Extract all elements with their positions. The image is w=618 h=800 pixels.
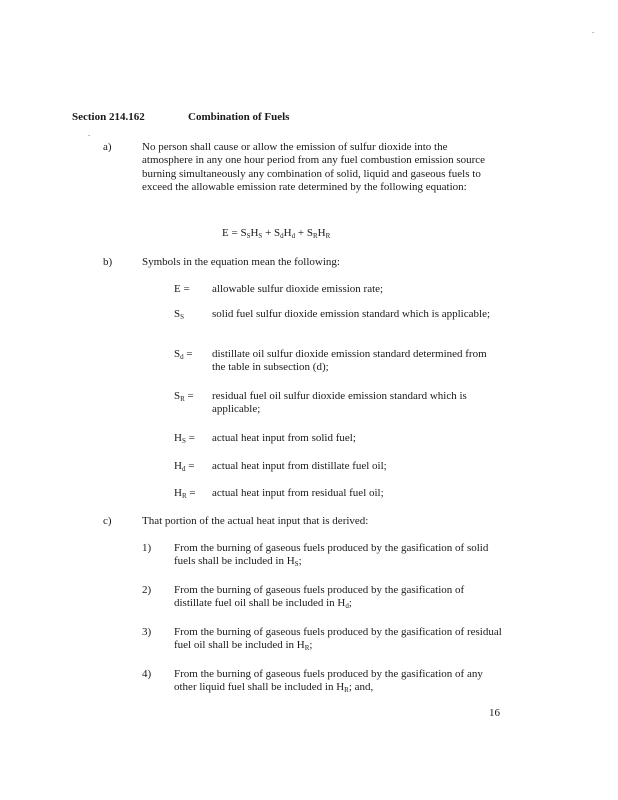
scan-mark: .: [592, 25, 595, 35]
definition-text: distillate oil sulfur dioxide emission standard determined from the table in subsection (d);: [212, 348, 487, 374]
definition-text: actual heat input from distillate fuel oil;: [212, 460, 387, 472]
definition-text: solid fuel sulfur dioxide emission standard which is applicable;: [212, 308, 491, 320]
list-item-number: 2): [142, 584, 152, 596]
subsection-a-text: No person shall cause or allow the emission of sulfur dioxide into the atmosphere in any one hour period from any fuel combustion emission source burning simultaneously any combination of solid, liquid and gaseous fuels to exceed the allowable emission rate determined by the following equation:: [142, 141, 486, 194]
definition-symbol: $H_R$ =: [174, 487, 196, 500]
list-item-number: 1): [142, 542, 152, 554]
section-title: Combination of Fuels: [188, 111, 290, 123]
subsection-b-intro: Symbols in the equation mean the following:: [142, 256, 340, 268]
emission-equation: $E = S_SH_S + S_dH_d + S_RH_R$: [222, 227, 331, 240]
definition-text: residual fuel oil sulfur dioxide emission standard which is applicable;: [212, 390, 467, 416]
definition-symbol: $S_d$ =: [174, 348, 193, 361]
subsection-a-label: a): [103, 141, 112, 153]
list-item-text: From the burning of gaseous fuels produced by the gasification of distillate fuel oil shall be included in $H_d$;: [174, 584, 465, 611]
subsection-b-label: b): [103, 256, 113, 268]
definition-text: actual heat input from residual fuel oil;: [212, 487, 384, 499]
list-item-number: 4): [142, 668, 152, 680]
definition-text: actual heat input from solid fuel;: [212, 432, 356, 444]
list-item-number: 3): [142, 626, 152, 638]
subsection-c-label: c): [103, 515, 112, 527]
definition-symbol: $H_d$ =: [174, 460, 195, 473]
definition-symbol: $S_R$ =: [174, 390, 194, 403]
scan-mark: .: [88, 128, 91, 138]
definition-text: allowable sulfur dioxide emission rate;: [212, 283, 384, 295]
subsection-c-intro: That portion of the actual heat input that is derived:: [142, 515, 369, 527]
list-item-text: From the burning of gaseous fuels produced by the gasification of solid fuels shall be included in $H_S$;: [174, 542, 489, 569]
list-item-text: From the burning of gaseous fuels produced by the gasification of residual fuel oil shall be included in $H_R$;: [174, 626, 502, 653]
list-item-text: From the burning of gaseous fuels produced by the gasification of any other liquid fuel shall be included in $H_R$; and,: [174, 668, 483, 695]
definition-symbol: $H_S$ =: [174, 432, 195, 445]
definition-symbol: E =: [174, 283, 190, 295]
page-number: 16: [489, 707, 500, 719]
section-number: Section 214.162: [72, 111, 145, 123]
definition-symbol: $S_S$: [174, 308, 185, 321]
